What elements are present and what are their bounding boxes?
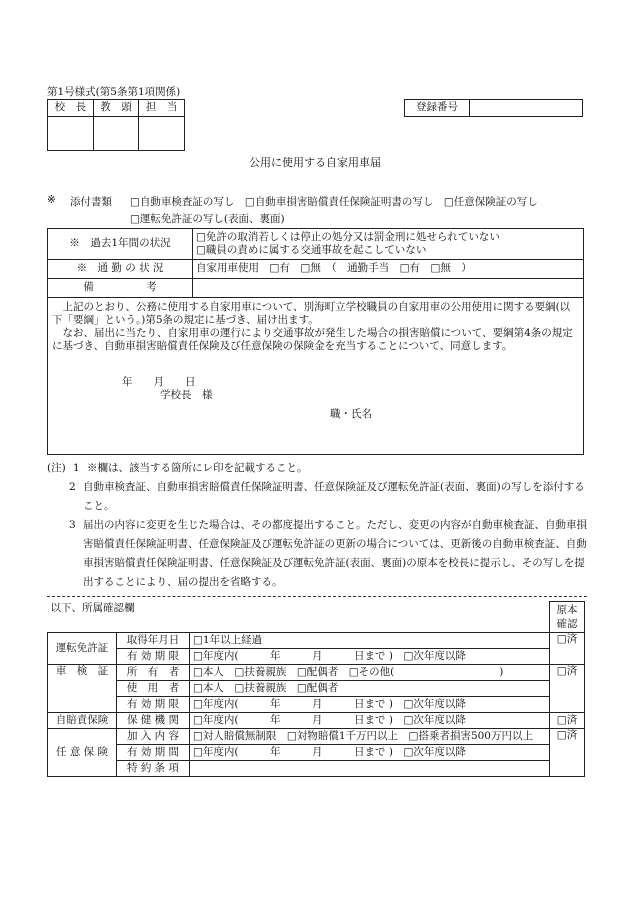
row-item: 有 効 期 間 bbox=[117, 745, 190, 761]
commute-options[interactable]: 自家用車使用 □有 □無 （ 通勤手当 □有 □無 ） bbox=[193, 260, 584, 279]
past-year-label: ※ 過去1年間の状況 bbox=[48, 229, 193, 260]
confirmation-title: 以下、所属確認欄 bbox=[48, 602, 550, 633]
row-content[interactable]: □年度内( 年 月 日まで ) □次年度以降 bbox=[190, 649, 550, 665]
commute-label: ※ 通 勤 の 状 況 bbox=[48, 260, 193, 279]
note-number: 3 bbox=[69, 519, 76, 531]
approval-stamp-vice[interactable] bbox=[93, 117, 139, 151]
remarks-label: 備 考 bbox=[48, 279, 193, 298]
row-item: 特 約 条 項 bbox=[117, 761, 190, 777]
original-check-header: 原本確認 bbox=[550, 602, 585, 633]
check-voluntary-insurance[interactable]: □済 bbox=[550, 729, 585, 777]
row-item: 使 用 者 bbox=[117, 681, 190, 697]
attachments-line2[interactable]: □運転免許証の写し(表面、裏面) bbox=[130, 213, 285, 225]
attachments-label: 添付書類 bbox=[70, 196, 112, 208]
check-inspection[interactable]: □済 bbox=[550, 665, 585, 713]
row-item: 有 効 期 限 bbox=[117, 697, 190, 713]
row-item: 保 健 機 関 bbox=[117, 713, 190, 729]
row-item: 取得年月日 bbox=[117, 633, 190, 649]
row-content[interactable]: □年度内( 年 月 日まで ) □次年度以降 bbox=[190, 713, 550, 729]
approval-col-vice: 教 頭 bbox=[93, 100, 139, 117]
group-license: 運転免許証 bbox=[48, 633, 117, 665]
declaration-addressee: 学校長 様 bbox=[160, 388, 213, 401]
row-content[interactable] bbox=[190, 761, 550, 777]
row-item: 所 有 者 bbox=[117, 665, 190, 681]
approval-col-principal: 校 長 bbox=[48, 100, 94, 117]
note-number: 2 bbox=[69, 481, 76, 493]
declaration-cell bbox=[48, 298, 584, 455]
attachments-line1[interactable]: □自動車検査証の写し □自動車損害賠償責任保険証明書の写し □任意保険証の写し bbox=[130, 196, 538, 208]
row-item: 加 入 内 容 bbox=[117, 729, 190, 745]
row-content[interactable]: □年度内( 年 月 日まで ) □次年度以降 bbox=[190, 697, 550, 713]
separator-line bbox=[47, 596, 587, 597]
group-inspection: 車 検 証 bbox=[48, 665, 117, 713]
note-text: 届出の内容に変更を生じた場合は、その都度提出すること。ただし、変更の内容が自動車検査証、自動車損害賠償責任保険証明書、任意保険証及び運転免許証の更新の場合については、更新後の自動車検査証、自動車損害賠償責任保険証明書、任意保険証及び運転免許証(表面、裏面)の原本を校長に提示し、その写しを提出することにより、届の提出を省略する。 bbox=[83, 519, 587, 588]
notes-label: (注) bbox=[47, 462, 66, 474]
check-license[interactable]: □済 bbox=[550, 633, 585, 665]
registration-number-field[interactable] bbox=[470, 100, 583, 117]
page-title: 公用に使用する自家用車届 bbox=[249, 156, 381, 169]
declaration-date[interactable]: 年 月 日 bbox=[122, 375, 196, 388]
approval-stamp-staff[interactable] bbox=[139, 117, 185, 151]
approval-stamp-principal[interactable] bbox=[48, 117, 94, 151]
row-content[interactable]: □対人賠償無制限 □対物賠償1千万円以上 □搭乗者損害500万円以上 bbox=[190, 729, 550, 745]
note-number: 1 bbox=[73, 462, 80, 474]
group-voluntary-insurance: 任 意 保 険 bbox=[48, 729, 117, 777]
row-content[interactable]: □本人 □扶養親族 □配偶者 □その他( ) bbox=[190, 665, 550, 681]
note-text: ※欄は、該当する箇所にレ印を記載すること。 bbox=[87, 462, 308, 474]
row-content[interactable]: □年度内( 年 月 日まで ) □次年度以降 bbox=[190, 745, 550, 761]
approval-col-staff: 担 当 bbox=[139, 100, 185, 117]
form-number: 第1号様式(第5条第1項関係) bbox=[47, 86, 181, 98]
declaration-signature[interactable]: 職・氏名 bbox=[330, 407, 372, 420]
notes bbox=[47, 459, 587, 592]
row-content[interactable]: □本人 □扶養親族 □配偶者 bbox=[190, 681, 550, 697]
declaration-para2: なお、届出に当たり、自家用車の運行により交通事故が発生した場合の損害賠償について、要綱第4条の規定に基づき、自動車損害賠償責任保険及び任意保険の保険金を充当することについて、同意します。 bbox=[52, 327, 573, 353]
attachments-mark: ※ bbox=[47, 194, 56, 206]
registration-label: 登録番号 bbox=[405, 100, 470, 117]
registration-box bbox=[404, 99, 583, 117]
check-compulsory-insurance[interactable]: □済 bbox=[550, 713, 585, 729]
past-year-option-accident[interactable]: □職員の責めに属する交通事故を起こしていない bbox=[196, 244, 427, 256]
declaration-para1: 上記のとおり、公務に使用する自家用車について、別海町立学校職員の自家用車の公用使用に関する要綱(以下「要綱」という。)第5条の規定に基づき、届け出ます。 bbox=[52, 301, 571, 327]
past-year-options[interactable] bbox=[193, 229, 584, 260]
confirmation-table bbox=[47, 601, 585, 777]
declaration-table bbox=[47, 228, 584, 455]
approval-stamp-table bbox=[47, 99, 185, 151]
note-text: 自動車検査証、自動車損害賠償責任保険証明書、任意保険証及び運転免許証(表面、裏面)の写しを添付すること。 bbox=[83, 481, 585, 512]
row-item: 有 効 期 限 bbox=[117, 649, 190, 665]
remarks-field[interactable] bbox=[193, 279, 584, 298]
group-compulsory-insurance: 自賠責保険 bbox=[48, 713, 117, 729]
row-content[interactable]: □1年以上経過 bbox=[190, 633, 550, 649]
past-year-option-license[interactable]: □免許の取消若しくは停止の処分又は罰金刑に処せられていない bbox=[196, 230, 500, 243]
